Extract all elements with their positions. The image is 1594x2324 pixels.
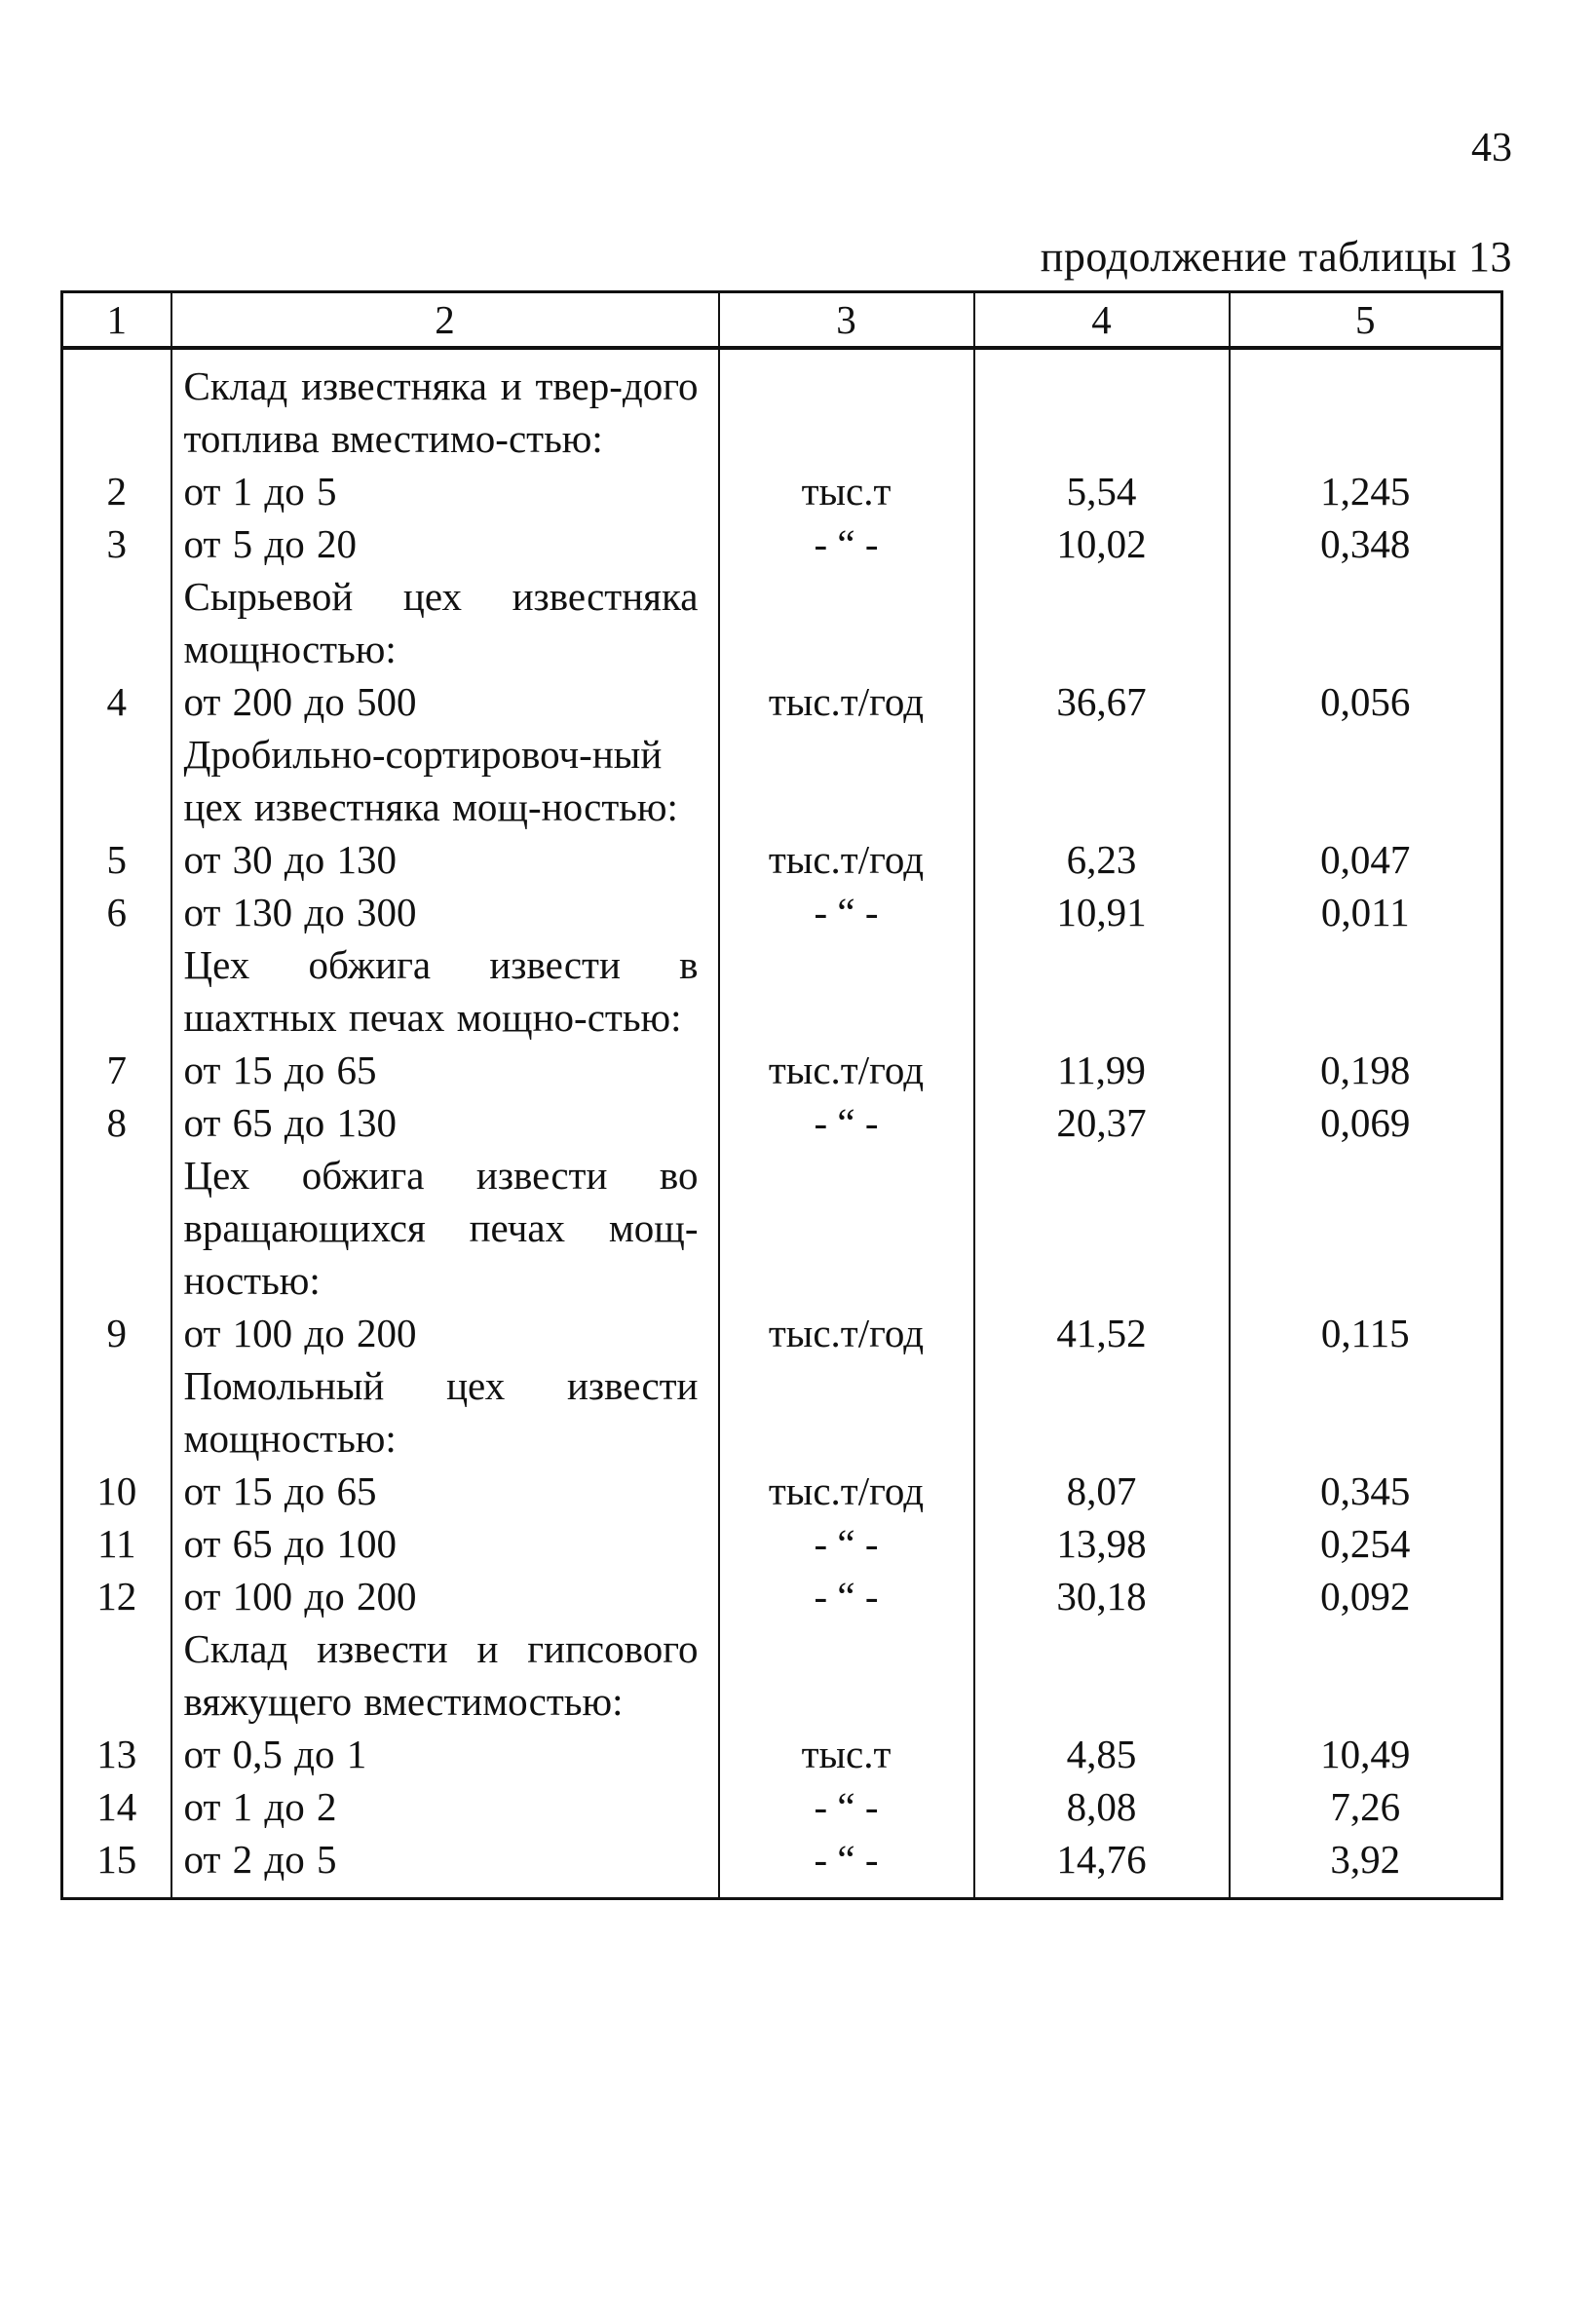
row-value-col5: 1,245 <box>1230 465 1502 517</box>
row-number <box>62 1359 171 1465</box>
table-group-heading-row <box>62 1149 1502 1307</box>
row-value-col5 <box>1230 938 1502 1044</box>
row-description: от 200 до 500 <box>171 675 719 728</box>
table-row <box>62 1096 1502 1149</box>
row-value-col5: 7,26 <box>1230 1780 1502 1833</box>
table-body <box>62 348 1502 1899</box>
row-value-col4: 5,54 <box>974 465 1230 517</box>
row-number <box>62 348 171 465</box>
row-description: от 100 до 200 <box>171 1570 719 1622</box>
row-unit: - “ - <box>719 517 974 570</box>
row-value-col5: 0,345 <box>1230 1465 1502 1517</box>
table-row <box>62 1728 1502 1780</box>
row-value-col5 <box>1230 1149 1502 1307</box>
row-value-col5: 0,069 <box>1230 1096 1502 1149</box>
table-row <box>62 675 1502 728</box>
row-value-col4: 20,37 <box>974 1096 1230 1149</box>
row-value-col4 <box>974 1622 1230 1728</box>
column-header: 4 <box>974 292 1230 349</box>
row-unit <box>719 1622 974 1728</box>
row-unit <box>719 570 974 675</box>
row-unit: - “ - <box>719 1780 974 1833</box>
row-value-col4: 6,23 <box>974 833 1230 886</box>
row-unit: тыс.т/год <box>719 1044 974 1096</box>
row-value-col4: 41,52 <box>974 1307 1230 1359</box>
row-number <box>62 570 171 675</box>
row-value-col5: 0,348 <box>1230 517 1502 570</box>
column-header: 2 <box>171 292 719 349</box>
table-group-heading-row <box>62 728 1502 833</box>
row-description: от 100 до 200 <box>171 1307 719 1359</box>
table-row <box>62 1570 1502 1622</box>
row-number: 15 <box>62 1833 171 1899</box>
table-row <box>62 1833 1502 1899</box>
row-unit <box>719 938 974 1044</box>
row-description: от 30 до 130 <box>171 833 719 886</box>
table-row <box>62 1780 1502 1833</box>
row-unit <box>719 348 974 465</box>
row-description: от 65 до 130 <box>171 1096 719 1149</box>
row-number <box>62 1622 171 1728</box>
row-value-col4 <box>974 348 1230 465</box>
table-caption: продолжение таблицы 13 <box>1040 233 1512 281</box>
row-value-col4: 4,85 <box>974 1728 1230 1780</box>
row-number <box>62 728 171 833</box>
row-value-col5: 0,115 <box>1230 1307 1502 1359</box>
row-number <box>62 938 171 1044</box>
row-value-col4: 13,98 <box>974 1517 1230 1570</box>
row-unit: тыс.т/год <box>719 833 974 886</box>
row-description: от 15 до 65 <box>171 1044 719 1096</box>
row-value-col4: 8,08 <box>974 1780 1230 1833</box>
row-number: 13 <box>62 1728 171 1780</box>
row-value-col4: 8,07 <box>974 1465 1230 1517</box>
row-value-col5: 0,198 <box>1230 1044 1502 1096</box>
row-unit <box>719 728 974 833</box>
row-value-col4 <box>974 728 1230 833</box>
row-value-col4: 30,18 <box>974 1570 1230 1622</box>
row-description: от 0,5 до 1 <box>171 1728 719 1780</box>
table-header-row <box>62 292 1502 349</box>
table-group-heading-row <box>62 1359 1502 1465</box>
row-unit <box>719 1149 974 1307</box>
column-header: 1 <box>62 292 171 349</box>
row-unit: тыс.т <box>719 465 974 517</box>
row-unit: - “ - <box>719 1517 974 1570</box>
table-row <box>62 1044 1502 1096</box>
row-number: 9 <box>62 1307 171 1359</box>
row-value-col5 <box>1230 348 1502 465</box>
row-value-col5: 0,011 <box>1230 886 1502 938</box>
table-row <box>62 1307 1502 1359</box>
table-row <box>62 465 1502 517</box>
row-value-col5: 10,49 <box>1230 1728 1502 1780</box>
row-description: Цех обжига извести во вращающихся печах мощ-ностью: <box>171 1149 719 1307</box>
row-number: 6 <box>62 886 171 938</box>
row-number: 14 <box>62 1780 171 1833</box>
row-value-col5: 3,92 <box>1230 1833 1502 1899</box>
row-unit: тыс.т/год <box>719 1307 974 1359</box>
page-number: 43 <box>1471 126 1512 171</box>
table-row <box>62 886 1502 938</box>
row-description: от 1 до 5 <box>171 465 719 517</box>
row-value-col5: 0,092 <box>1230 1570 1502 1622</box>
row-value-col5 <box>1230 1359 1502 1465</box>
row-description: Дробильно-сортировоч-ный цех известняка мощ-ностью: <box>171 728 719 833</box>
row-description: от 15 до 65 <box>171 1465 719 1517</box>
row-unit: - “ - <box>719 1096 974 1149</box>
row-value-col5: 0,056 <box>1230 675 1502 728</box>
row-number: 2 <box>62 465 171 517</box>
row-value-col5 <box>1230 1622 1502 1728</box>
row-number: 3 <box>62 517 171 570</box>
table-row <box>62 517 1502 570</box>
row-unit <box>719 1359 974 1465</box>
row-value-col5: 0,254 <box>1230 1517 1502 1570</box>
row-value-col4 <box>974 1359 1230 1465</box>
row-unit: - “ - <box>719 1570 974 1622</box>
row-number: 8 <box>62 1096 171 1149</box>
column-header: 3 <box>719 292 974 349</box>
row-description: Склад известняка и твер-дого топлива вместимо-стью: <box>171 348 719 465</box>
row-description: Помольный цех извести мощностью: <box>171 1359 719 1465</box>
table-group-heading-row <box>62 348 1502 465</box>
row-value-col4 <box>974 938 1230 1044</box>
row-unit: тыс.т/год <box>719 1465 974 1517</box>
row-description: от 5 до 20 <box>171 517 719 570</box>
table-group-heading-row <box>62 938 1502 1044</box>
row-value-col4: 11,99 <box>974 1044 1230 1096</box>
row-number: 11 <box>62 1517 171 1570</box>
data-table <box>60 290 1503 1900</box>
row-description: от 130 до 300 <box>171 886 719 938</box>
row-description: Цех обжига извести в шахтных печах мощно-стью: <box>171 938 719 1044</box>
row-number: 7 <box>62 1044 171 1096</box>
row-value-col5 <box>1230 570 1502 675</box>
row-description: Склад извести и гипсового вяжущего вместимостью: <box>171 1622 719 1728</box>
row-number: 12 <box>62 1570 171 1622</box>
row-value-col4 <box>974 570 1230 675</box>
column-header: 5 <box>1230 292 1502 349</box>
row-value-col4: 36,67 <box>974 675 1230 728</box>
row-description: Сырьевой цех известняка мощностью: <box>171 570 719 675</box>
table-group-heading-row <box>62 1622 1502 1728</box>
row-value-col5: 0,047 <box>1230 833 1502 886</box>
row-description: от 2 до 5 <box>171 1833 719 1899</box>
table-row <box>62 1465 1502 1517</box>
table-group-heading-row <box>62 570 1502 675</box>
row-unit: - “ - <box>719 886 974 938</box>
row-unit: тыс.т <box>719 1728 974 1780</box>
row-value-col5 <box>1230 728 1502 833</box>
table-row <box>62 1517 1502 1570</box>
row-value-col4: 10,02 <box>974 517 1230 570</box>
row-unit: - “ - <box>719 1833 974 1899</box>
row-number: 10 <box>62 1465 171 1517</box>
row-value-col4: 14,76 <box>974 1833 1230 1899</box>
row-unit: тыс.т/год <box>719 675 974 728</box>
row-value-col4 <box>974 1149 1230 1307</box>
row-value-col4: 10,91 <box>974 886 1230 938</box>
row-description: от 1 до 2 <box>171 1780 719 1833</box>
row-number: 5 <box>62 833 171 886</box>
table-row <box>62 833 1502 886</box>
row-number <box>62 1149 171 1307</box>
row-description: от 65 до 100 <box>171 1517 719 1570</box>
row-number: 4 <box>62 675 171 728</box>
